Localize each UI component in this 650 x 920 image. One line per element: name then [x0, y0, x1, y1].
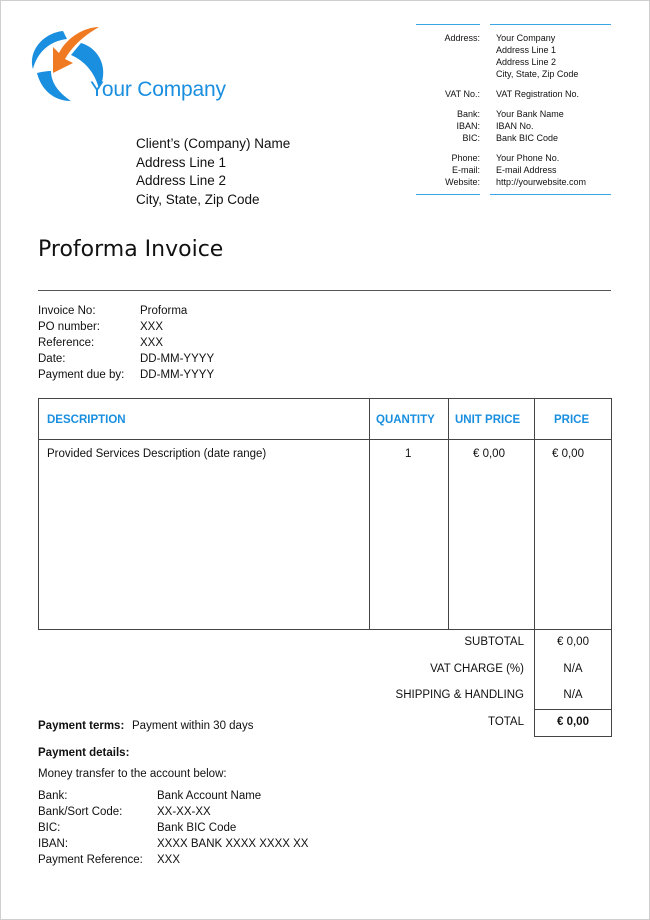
meta-label: Invoice No: [38, 305, 96, 317]
payment-row-value: Bank BIC Code [157, 822, 237, 834]
payment-row-value: Bank Account Name [157, 790, 262, 802]
payment-terms-label: Payment terms: [38, 720, 125, 732]
info-value: City, State, Zip Code [496, 69, 579, 79]
meta-value: DD-MM-YYYY [140, 369, 215, 381]
info-label: E-mail: [451, 165, 480, 175]
title-divider [38, 290, 611, 291]
meta-value: XXX [140, 337, 164, 349]
total-value: € 0,00 [557, 716, 589, 728]
info-label: BIC: [462, 133, 480, 143]
subtotal-label: SUBTOTAL [464, 636, 524, 648]
header-unit-price: UNIT PRICE [455, 414, 521, 426]
row-quantity: 1 [405, 448, 412, 460]
header-quantity: QUANTITY [376, 414, 435, 426]
info-value: E-mail Address [496, 165, 557, 175]
info-value: http://yourwebsite.com [496, 177, 587, 187]
info-value: Your Bank Name [496, 109, 564, 119]
vat-charge-value: N/A [563, 663, 583, 675]
client-address-block [136, 135, 290, 210]
info-label: Website: [445, 177, 480, 187]
info-value: Address Line 2 [496, 57, 557, 67]
info-value: IBAN No. [496, 121, 534, 131]
shipping-label: SHIPPING & HANDLING [395, 689, 524, 701]
payment-terms-value: Payment within 30 days [132, 720, 254, 732]
client-name: Client’s (Company) Name [136, 136, 291, 151]
subtotal-value: € 0,00 [557, 636, 589, 648]
payment-details-label: Payment details: [38, 747, 130, 759]
info-value: VAT Registration No. [496, 89, 580, 99]
meta-label: Payment due by: [38, 369, 125, 381]
payment-row-label: Payment Reference: [38, 854, 143, 866]
column-divider [369, 399, 370, 629]
info-label: VAT No.: [444, 89, 480, 99]
payment-row-label: BIC: [38, 822, 61, 834]
document-title: Proforma Invoice [38, 237, 224, 262]
meta-label: PO number: [38, 321, 100, 333]
client-city-line: City, State, Zip Code [136, 192, 260, 208]
meta-label: Reference: [38, 337, 95, 349]
meta-value: XXX [140, 321, 164, 333]
client-address-line: Address Line 2 [136, 173, 227, 189]
total-divider [534, 709, 611, 710]
payment-row-value: XX-XX-XX [157, 806, 211, 818]
row-unit-price: € 0,00 [473, 448, 505, 460]
info-value: Your Company [496, 33, 556, 43]
vat-charge-label: VAT CHARGE (%) [430, 663, 524, 675]
meta-value: DD-MM-YYYY [140, 353, 215, 365]
meta-value: Proforma [140, 305, 188, 317]
info-value: Your Phone No. [496, 153, 560, 163]
meta-label: Date: [38, 353, 66, 365]
info-divider [416, 24, 480, 25]
payment-row-label: IBAN: [38, 838, 69, 850]
column-divider [534, 399, 535, 629]
header-price: PRICE [554, 414, 590, 426]
info-label: Bank: [456, 109, 480, 119]
info-label: IBAN: [456, 121, 480, 131]
row-description: Provided Services Description (date range) [47, 448, 267, 460]
header-description: DESCRIPTION [47, 414, 126, 426]
company-name: Your Company [90, 78, 226, 101]
column-divider [448, 399, 449, 629]
info-label: Phone: [451, 153, 480, 163]
line-items-table [38, 398, 612, 630]
info-divider [490, 194, 611, 195]
shipping-value: N/A [563, 689, 583, 701]
payment-row-value: XXXX BANK XXXX XXXX XX [157, 838, 309, 850]
info-value: Bank BIC Code [496, 133, 559, 143]
payment-row-label: Bank/Sort Code: [38, 806, 123, 818]
total-label: TOTAL [488, 716, 524, 728]
client-address-line: Address Line 1 [136, 154, 227, 170]
info-divider [416, 194, 480, 195]
info-label: Address: [444, 33, 480, 43]
payment-row-label: Bank: [38, 790, 68, 802]
info-divider [490, 24, 611, 25]
row-price: € 0,00 [552, 448, 584, 460]
transfer-note: Money transfer to the account below: [38, 768, 227, 780]
header-divider [39, 439, 611, 440]
info-value: Address Line 1 [496, 45, 557, 55]
payment-row-value: XXX [157, 854, 181, 866]
